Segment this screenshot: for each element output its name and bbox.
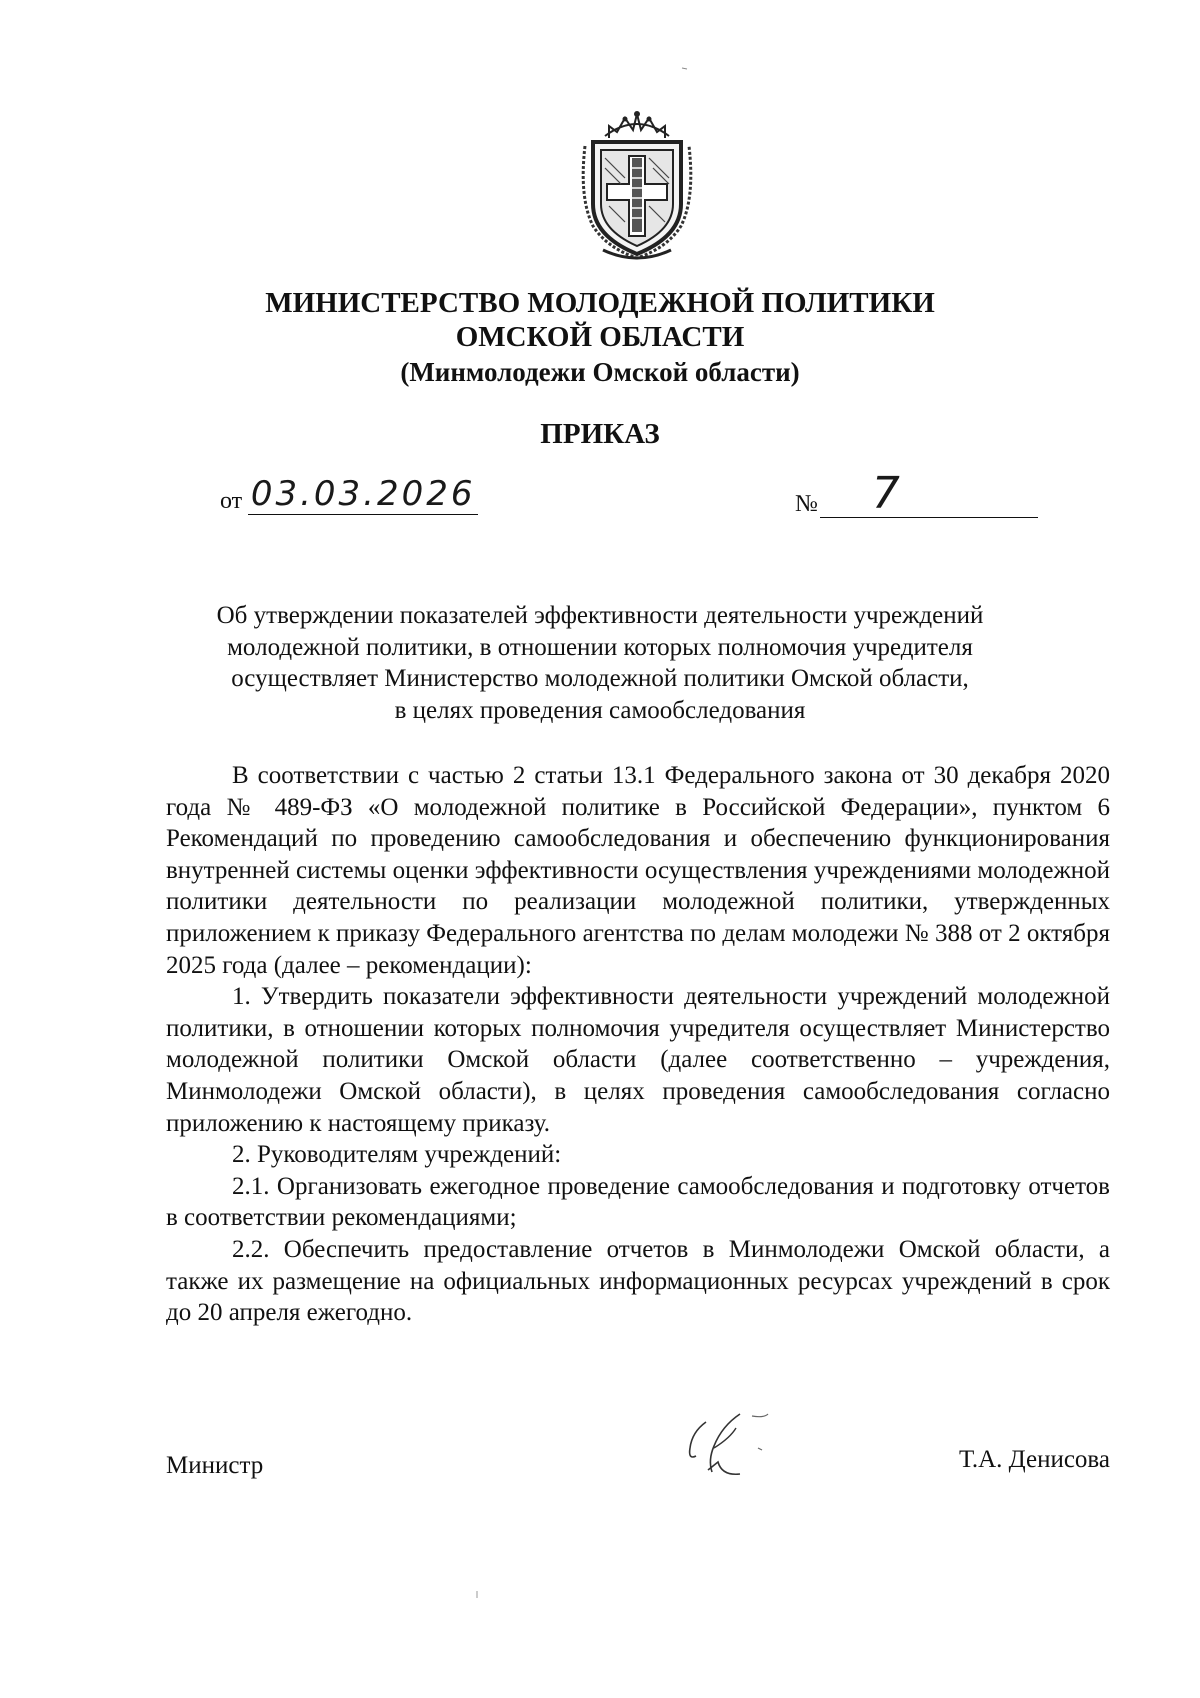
signer-name: Т.А. Денисова (959, 1446, 1110, 1473)
document-type: ПРИКАЗ (540, 418, 660, 450)
subject-line: Об утверждении показателей эффективности деятельности учреждений (216, 602, 984, 629)
ministry-short-name: (Минмолодежи Омской области) (400, 357, 800, 387)
scan-speck-icon (681, 64, 689, 72)
number-value: 7 (820, 472, 1038, 518)
scan-speck-icon (474, 1590, 480, 1600)
subject-line: молодежной политики, в отношении которых полномочия учредителя (227, 633, 973, 661)
date-row (220, 476, 478, 515)
body-paragraph-preamble: В соответствии с частью 2 статьи 13.1 Федерального закона от 30 декабря 2020 года № 489-ФЗ «О молодежной политике в Российской Федерации», пунктом 6 Рекомендаций по проведению самообследования и обеспечению функционирования внутренней системы оценки эффективности осуществления учреждениями молодежной политики деятельности по реализации молодежной политики, утвержденных приложением к приказу Федерального агентства по делам молодежи № 388 от 2 октября 2025 года (далее – рекомендации): (166, 762, 1110, 979)
ministry-name-line2: ОМСКОЙ ОБЛАСТИ (455, 321, 745, 353)
coat-of-arms-icon (575, 108, 699, 260)
signature-icon (674, 1408, 784, 1488)
body-paragraph-item-2-1: 2.1. Организовать ежегодное проведение самообследования и подготовку отчетов в соответствии рекомендациями; (166, 1172, 1110, 1232)
body-paragraph-item-2: 2. Руководителям учреждений: (232, 1141, 562, 1169)
ministry-name-line1: МИНИСТЕРСТВО МОЛОДЕЖНОЙ ПОЛИТИКИ (265, 287, 935, 319)
subject-line: в целях проведения самообследования (394, 696, 806, 724)
signer-position: Министр (166, 1452, 264, 1479)
number-row (795, 468, 1038, 519)
number-prefix: № (795, 491, 818, 517)
body-paragraph-item-2-2: 2.2. Обеспечить предоставление отчетов в Минмолодежи Омской области, а также их размещение на официальных информационных ресурсах учреждений в срок до 20 апреля ежегодно. (166, 1235, 1110, 1327)
document-body (166, 760, 1110, 1329)
document-subject (0, 600, 1200, 726)
subject-line: осуществляет Министерство молодежной политики Омской области, (231, 665, 969, 692)
date-value: 03.03.2026 (248, 476, 478, 515)
date-prefix: от (220, 488, 243, 514)
body-paragraph-item-1: 1. Утвердить показатели эффективности деятельности учреждений молодежной политики, в отношении которых полномочия учредителя осуществляет Министерство молодежной политики Омской области (далее соответственно – учреждения, Минмолодежи Омской области), в целях проведения самообследования согласно приложению к настоящему приказу. (166, 983, 1110, 1137)
